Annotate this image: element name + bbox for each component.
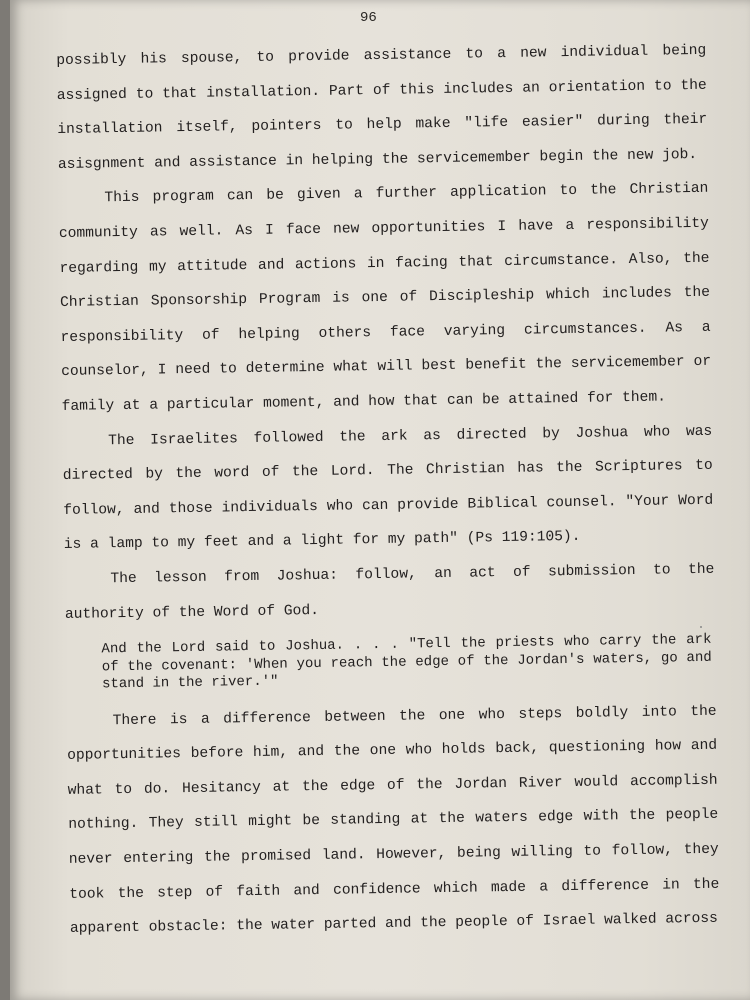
paragraph-4: The lesson from Joshua: follow, an act of submission to the authority of the Word of God. — [64, 561, 715, 623]
document-page — [10, 0, 750, 1000]
body-text — [56, 34, 720, 947]
paragraph-3: The Israelites followed the ark as directed by Joshua who was directed by the word of the Lord. The Christian has the Scriptures to follow, and those individuals who can provide Biblical counsel. "Your Word is a lamp to my feet and a light for my path" (Ps 119:105). — [62, 423, 714, 554]
paper-speck — [700, 626, 702, 628]
paragraph-1: possibly his spouse, to provide assistance to a new individual being assigned to that installation. Part of this includes an orientation to the installation itself, pointers to help make "life easier" during their asisgnment and assistance in helping the servicemember begin the new job. — [56, 42, 708, 173]
paragraph-5: There is a difference between the one who steps boldly into the opportunities before him, and the one who holds back, questioning how and what to do. Hesitancy at the edge of the Jordan River would accomplish nothing. They still might be standing at the waters edge with the people never entering the promised land. However, being willing to follow, they took the step of faith and confidence which made a difference in the apparent obstacle: the water parted and the people of Israel walked across — [67, 703, 720, 938]
block-quote: And the Lord said to Joshua. . . . "Tell the priests who carry the ark of the covenant: 'When you reach the edge of the Jordan's waters, go and stand in the river.'" — [101, 631, 712, 693]
paragraph-2: This program can be given a further application to the Christian community as well. As I face new opportunities I have a responsibility regarding my attitude and actions in facing that circumstance. Also, the Christian Sponsorship Program is one of Discipleship which includes the responsibility of helping others face varying circumstances. As a counselor, I need to determine what will best benefit the servicemember or family at a particular moment, and how that can be attained for them. — [58, 181, 712, 415]
page-number: 96 — [360, 10, 377, 26]
